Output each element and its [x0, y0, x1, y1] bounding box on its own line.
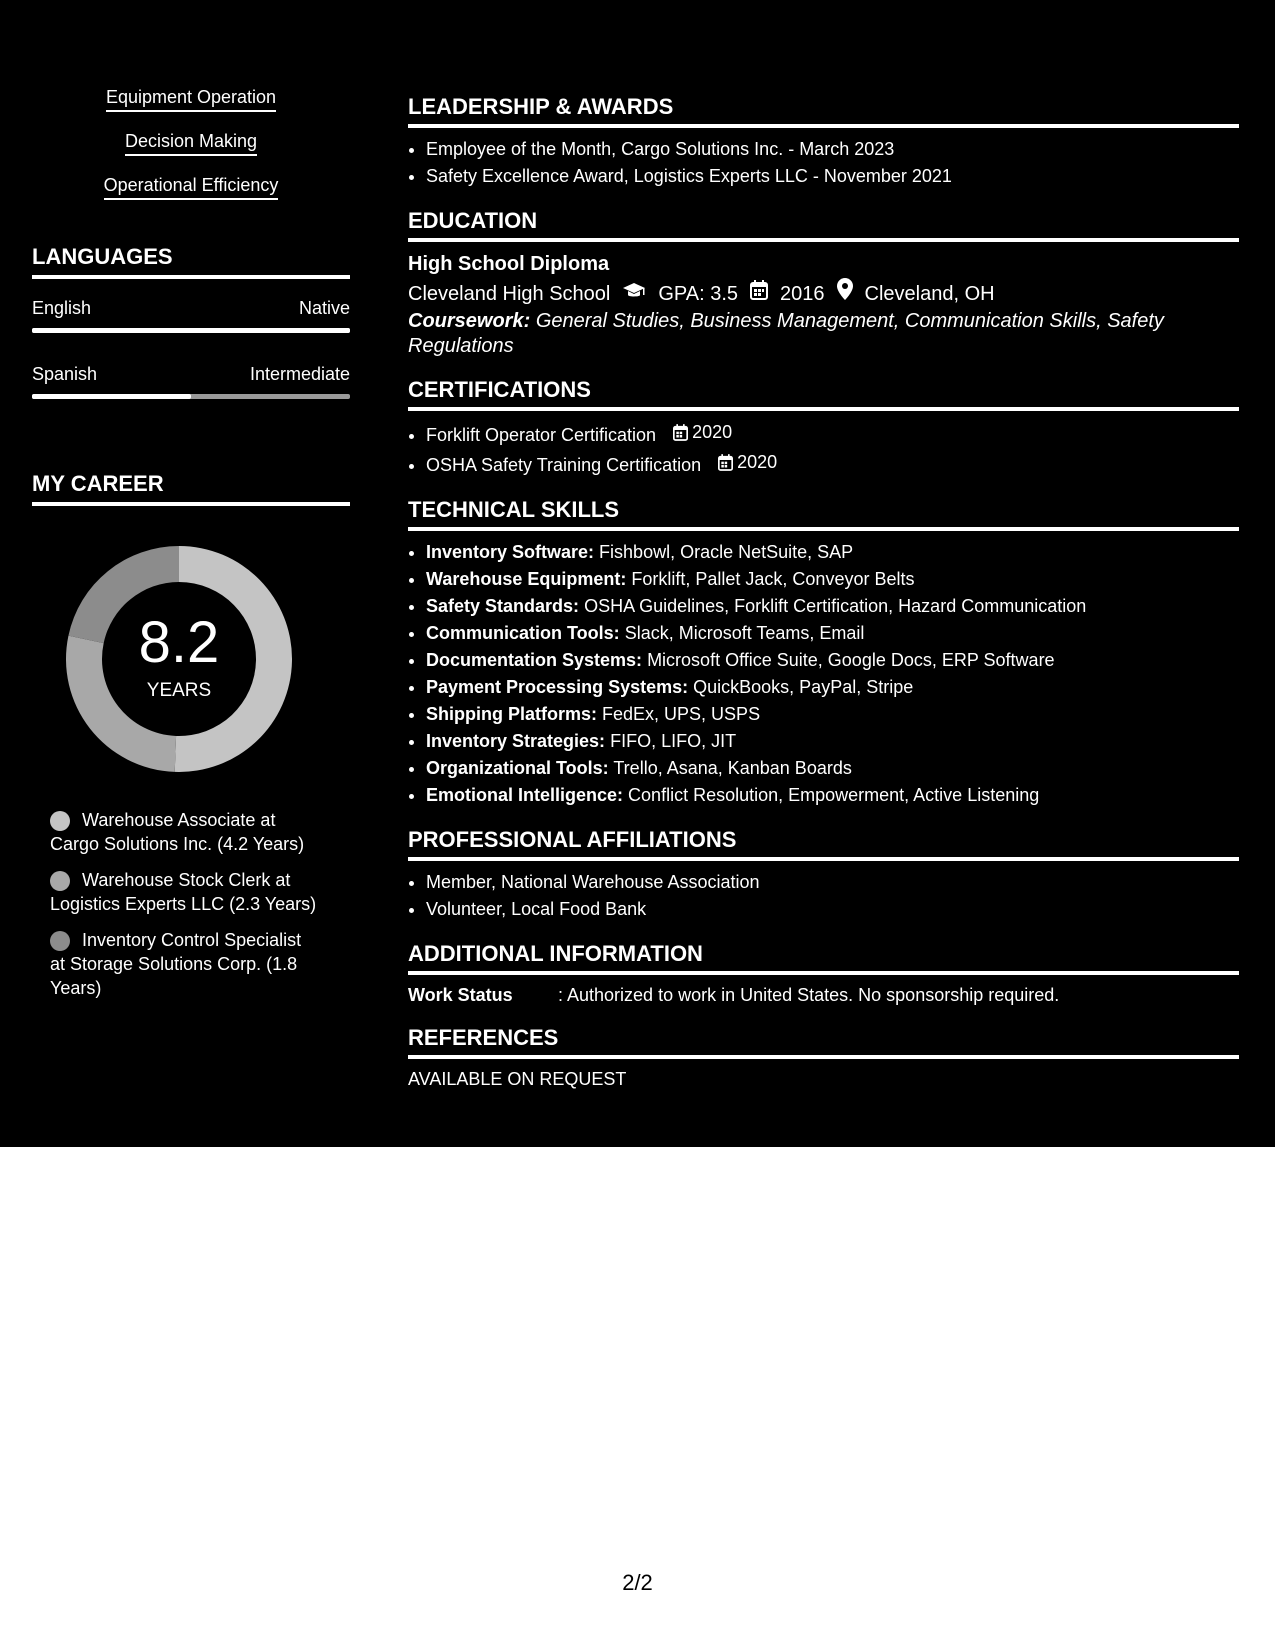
- page-number: 2/2: [622, 1570, 653, 1595]
- technical-skill-label: Organizational Tools:: [426, 758, 609, 778]
- career-item: [50, 928, 320, 1000]
- coursework-label: Coursework:: [408, 310, 531, 332]
- career-item-text: Warehouse Stock Clerk at Logistics Experts LLC (2.3 Years): [50, 870, 317, 914]
- leadership-title: LEADERSHIP & AWARDS: [408, 94, 1239, 128]
- left-column: [32, 86, 350, 1012]
- certifications-title: CERTIFICATIONS: [408, 377, 1239, 411]
- list-item: • Member, National Warehouse Association: [426, 869, 1239, 896]
- references-title: REFERENCES: [408, 1025, 1239, 1059]
- language-row: [32, 363, 350, 399]
- list-item: [426, 419, 1239, 449]
- technical-skill-item: [426, 674, 1239, 701]
- technical-skill-value: Fishbowl, Oracle NetSuite, SAP: [599, 542, 854, 562]
- skills-list: [32, 86, 350, 200]
- technical-skill-value: QuickBooks, PayPal, Stripe: [693, 677, 914, 697]
- technical-skill-item: [426, 647, 1239, 674]
- career-dot-icon: [50, 931, 70, 951]
- technical-skill-label: Warehouse Equipment:: [426, 569, 627, 589]
- technical-skill-value: FIFO, LIFO, JIT: [610, 731, 737, 751]
- affiliations-section: [408, 827, 1239, 923]
- technical-skill-item: [426, 728, 1239, 755]
- technical-skill-label: Communication Tools:: [426, 623, 620, 643]
- technical-skills-section: [408, 497, 1239, 809]
- technical-skill-value: Slack, Microsoft Teams, Email: [624, 623, 865, 643]
- list-item: [426, 449, 1239, 479]
- technical-skill-label: Shipping Platforms:: [426, 704, 597, 724]
- technical-skill-value: Conflict Resolution, Empowerment, Active Listening: [628, 785, 1040, 805]
- career-years-unit: YEARS: [146, 680, 212, 701]
- technical-skill-item: [426, 782, 1239, 809]
- certification-name: OSHA Safety Training Certification: [426, 455, 702, 475]
- technical-skill-value: OSHA Guidelines, Forklift Certification, Hazard Communication: [584, 596, 1087, 616]
- coursework: [408, 309, 1239, 359]
- school-name: Cleveland High School: [408, 282, 611, 305]
- leadership-section: [408, 94, 1239, 190]
- education-section: [408, 208, 1239, 359]
- language-name: Spanish: [32, 364, 98, 384]
- list-item: • Volunteer, Local Food Bank: [426, 896, 1239, 923]
- certification-year: 2020: [692, 422, 733, 442]
- graduation-year: 2016: [780, 282, 825, 305]
- technical-skill-item: [426, 566, 1239, 593]
- technical-skill-item: [426, 755, 1239, 782]
- map-pin-icon: [837, 278, 853, 309]
- career-total-years: 8.2: [138, 610, 220, 675]
- technical-skill-label: Documentation Systems:: [426, 650, 643, 670]
- affiliations-title: PROFESSIONAL AFFILIATIONS: [408, 827, 1239, 861]
- technical-skill-item: [426, 539, 1239, 566]
- gpa: GPA: 3.5: [658, 282, 739, 305]
- technical-skill-item: [426, 701, 1239, 728]
- skill-item: Decision Making: [125, 130, 257, 156]
- skill-item: Operational Efficiency: [104, 174, 279, 200]
- technical-skill-value: Trello, Asana, Kanban Boards: [613, 758, 852, 778]
- coursework-text: General Studies, Business Management, Communication Skills, Safety Regulations: [408, 310, 1164, 357]
- references-section: [408, 1025, 1239, 1091]
- certification-year: 2020: [737, 452, 778, 472]
- education-title: EDUCATION: [408, 208, 1239, 242]
- career-item: [50, 808, 320, 856]
- language-name: English: [32, 298, 92, 318]
- work-status-label: Work Status: [408, 985, 513, 1005]
- certification-name: Forklift Operator Certification: [426, 425, 657, 445]
- technical-skill-label: Emotional Intelligence:: [426, 785, 624, 805]
- career-list: [32, 808, 320, 1000]
- school-location: Cleveland, OH: [864, 282, 995, 305]
- language-bar: [32, 328, 350, 333]
- languages-section: [32, 244, 350, 399]
- technical-skill-item: [426, 593, 1239, 620]
- graduation-cap-icon: [622, 279, 646, 309]
- language-bar-fill: [32, 394, 191, 399]
- language-bar: [32, 394, 350, 399]
- technical-skill-label: Inventory Strategies:: [426, 731, 606, 751]
- degree-name: High School Diploma: [408, 253, 610, 275]
- technical-skill-value: Microsoft Office Suite, Google Docs, ERP Software: [647, 650, 1055, 670]
- additional-info-section: [408, 941, 1239, 1007]
- technical-skill-value: FedEx, UPS, USPS: [602, 704, 761, 724]
- work-status-row: [408, 983, 1239, 1007]
- technical-skill-label: Safety Standards:: [426, 596, 580, 616]
- list-item: • Safety Excellence Award, Logistics Experts LLC - November 2021: [426, 163, 1239, 190]
- technical-skills-list: [408, 539, 1239, 809]
- language-bar-fill: [32, 328, 350, 333]
- right-column: [408, 94, 1239, 1109]
- career-dot-icon: [50, 811, 70, 831]
- career-item-text: Inventory Control Specialist at Storage Solutions Corp. (1.8 Years): [50, 930, 302, 998]
- career-dot-icon: [50, 871, 70, 891]
- languages-title: LANGUAGES: [32, 244, 350, 279]
- technical-skill-label: Inventory Software:: [426, 542, 595, 562]
- calendar-icon: [673, 424, 688, 441]
- work-status-value: : Authorized to work in United States. No sponsorship required.: [558, 985, 1060, 1005]
- calendar-icon: [750, 279, 768, 309]
- list-item: • Employee of the Month, Cargo Solutions Inc. - March 2023: [426, 136, 1239, 163]
- technical-skills-title: TECHNICAL SKILLS: [408, 497, 1239, 531]
- technical-skill-label: Payment Processing Systems:: [426, 677, 689, 697]
- education-details: [408, 278, 1239, 309]
- technical-skill-value: Forklift, Pallet Jack, Conveyor Belts: [631, 569, 915, 589]
- certifications-section: [408, 377, 1239, 479]
- language-level: Intermediate: [249, 364, 350, 384]
- career-title: MY CAREER: [32, 471, 350, 506]
- additional-info-title: ADDITIONAL INFORMATION: [408, 941, 1239, 975]
- calendar-icon: [718, 454, 733, 471]
- skill-item: Equipment Operation: [106, 86, 276, 112]
- career-section: [32, 471, 350, 1000]
- language-level: Native: [298, 298, 350, 318]
- career-item: [50, 868, 320, 916]
- career-donut-chart: [66, 546, 292, 772]
- technical-skill-item: [426, 620, 1239, 647]
- career-item-text: Warehouse Associate at Cargo Solutions Inc. (4.2 Years): [50, 810, 305, 854]
- language-row: [32, 297, 350, 333]
- references-text: AVAILABLE ON REQUEST: [408, 1069, 627, 1089]
